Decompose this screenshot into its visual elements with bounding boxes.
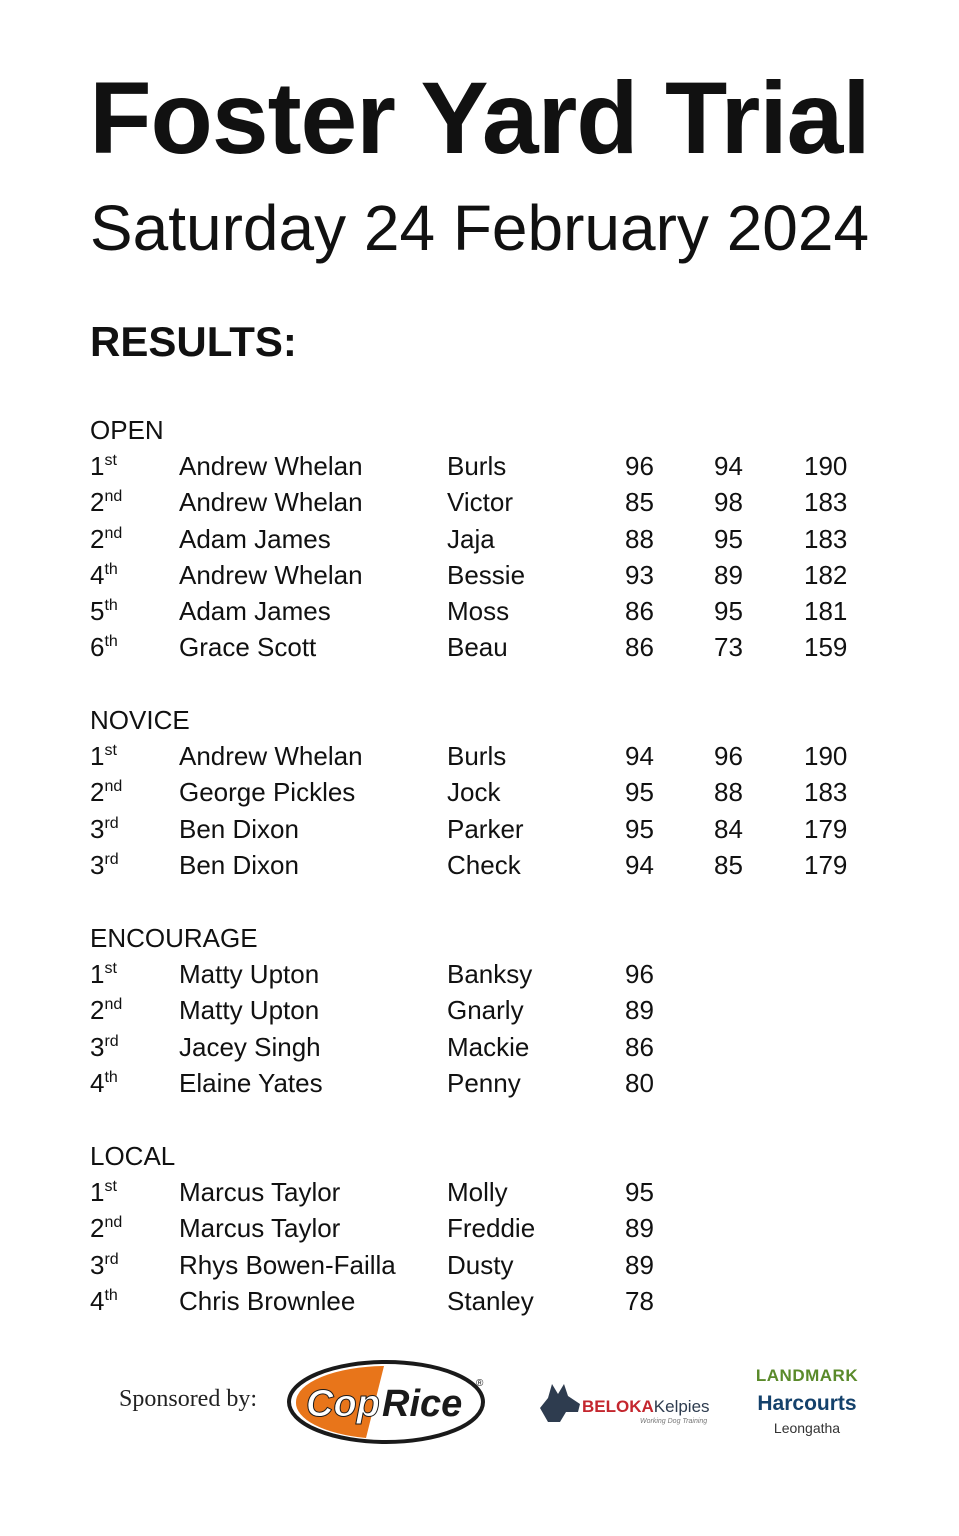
placing-suffix: th xyxy=(104,1286,118,1304)
total-score: 181 xyxy=(804,596,848,627)
handler-name: Chris Brownlee xyxy=(179,1285,356,1316)
placing xyxy=(90,738,117,774)
handler-name: Rhys Bowen-Failla xyxy=(179,1249,396,1280)
beloka-tagline: Working Dog Training xyxy=(640,1418,708,1425)
handler-name: Andrew Whelan xyxy=(179,559,363,590)
dog-name: Parker xyxy=(447,813,524,844)
dog-name: Dusty xyxy=(447,1249,514,1280)
placing-number: 4 xyxy=(90,1067,105,1098)
dog-name: Jaja xyxy=(447,523,495,554)
placing-number: 5 xyxy=(90,596,105,627)
round-1-score: 95 xyxy=(625,777,654,808)
placing-number: 3 xyxy=(90,849,105,880)
placing xyxy=(90,811,119,847)
handler-name: Adam James xyxy=(179,596,331,627)
result-row xyxy=(90,1029,890,1065)
beloka-kelpies-logo xyxy=(538,1380,718,1435)
coprice-logo xyxy=(286,1356,490,1451)
handler-name: Marcus Taylor xyxy=(179,1213,341,1244)
placing xyxy=(90,448,117,484)
total-score: 190 xyxy=(804,741,848,771)
handler-name: Andrew Whelan xyxy=(179,451,363,481)
results-section-encourage xyxy=(90,920,890,1101)
result-row xyxy=(90,992,890,1028)
sponsored-by-label: Sponsored by: xyxy=(119,1386,257,1412)
dog-name: Banksy xyxy=(447,959,533,989)
round-1-score: 96 xyxy=(625,959,654,989)
coprice-rice: Rice xyxy=(382,1383,463,1425)
placing-number: 3 xyxy=(90,1031,105,1062)
placing-suffix: nd xyxy=(104,996,123,1014)
result-row xyxy=(90,738,890,774)
placing-number: 4 xyxy=(90,1285,105,1316)
placing-suffix: rd xyxy=(104,814,119,832)
total-score: 179 xyxy=(804,849,848,880)
handler-name: Andrew Whelan xyxy=(179,487,363,518)
round-1-score: 89 xyxy=(625,995,654,1026)
placing-number: 3 xyxy=(90,813,105,844)
dog-name: Moss xyxy=(447,596,510,627)
total-score: 183 xyxy=(804,523,848,554)
result-row xyxy=(90,774,890,810)
result-row xyxy=(90,1283,890,1319)
handler-name: Marcus Taylor xyxy=(179,1177,341,1207)
round-1-score: 95 xyxy=(625,1177,654,1207)
placing xyxy=(90,992,122,1028)
round-2-score: 98 xyxy=(714,487,743,518)
result-row xyxy=(90,557,890,593)
handler-name: Matty Upton xyxy=(179,995,320,1026)
result-row xyxy=(90,1065,890,1101)
result-row xyxy=(90,1247,890,1283)
round-2-score: 95 xyxy=(714,596,743,627)
result-row xyxy=(90,1210,890,1246)
dog-name: Burls xyxy=(447,451,507,481)
result-row xyxy=(90,847,890,883)
handler-name: Matty Upton xyxy=(179,959,320,989)
placing-number: 1 xyxy=(90,451,105,481)
handler-name: Adam James xyxy=(179,523,331,554)
placing-suffix: th xyxy=(104,597,118,615)
placing-number: 2 xyxy=(90,1213,105,1244)
dog-head-icon xyxy=(540,1384,580,1422)
placing-suffix: nd xyxy=(104,524,123,542)
dog-name: Freddie xyxy=(447,1213,536,1244)
placing-suffix: rd xyxy=(104,850,119,868)
placing-number: 3 xyxy=(90,1249,105,1280)
placing-suffix: st xyxy=(104,1178,117,1195)
placing-number: 4 xyxy=(90,559,105,590)
round-2-score: 89 xyxy=(714,559,743,590)
round-1-score: 93 xyxy=(625,559,654,590)
dog-name: Bessie xyxy=(447,559,526,590)
placing-suffix: st xyxy=(104,742,117,759)
round-1-score: 80 xyxy=(625,1067,654,1098)
round-2-score: 88 xyxy=(714,777,743,808)
round-2-score: 73 xyxy=(714,632,743,663)
sponsors-footer xyxy=(0,1350,959,1460)
section-title: ENCOURAGE xyxy=(90,923,258,953)
total-score: 183 xyxy=(804,487,848,518)
placing-suffix: rd xyxy=(104,1032,119,1050)
round-2-score: 85 xyxy=(714,849,743,880)
dog-name: Stanley xyxy=(447,1285,534,1316)
round-1-score: 86 xyxy=(625,632,654,663)
placing xyxy=(90,557,118,593)
landmark-harcourts-logo xyxy=(752,1366,862,1436)
result-row xyxy=(90,448,890,484)
dog-name: Check xyxy=(447,849,521,880)
placing-suffix: rd xyxy=(104,1250,119,1268)
total-score: 182 xyxy=(804,559,848,590)
harcourts-location: Leongatha xyxy=(773,1420,841,1436)
placing-number: 2 xyxy=(90,995,105,1026)
placing-suffix: th xyxy=(104,633,118,651)
total-score: 159 xyxy=(804,632,848,663)
placing-suffix: nd xyxy=(104,1214,123,1232)
round-1-score: 85 xyxy=(625,487,654,518)
placing-number: 1 xyxy=(90,741,105,771)
section-title: LOCAL xyxy=(90,1141,176,1171)
results-section-local xyxy=(90,1138,890,1319)
placing xyxy=(90,956,117,992)
round-2-score: 95 xyxy=(714,523,743,554)
handler-name: Jacey Singh xyxy=(179,1031,321,1062)
dog-name: Penny xyxy=(447,1067,521,1098)
round-1-score: 89 xyxy=(625,1213,654,1244)
placing-number: 2 xyxy=(90,487,105,518)
dog-name: Burls xyxy=(447,741,507,771)
round-1-score: 94 xyxy=(625,741,654,771)
result-row xyxy=(90,593,890,629)
placing-suffix: nd xyxy=(104,778,123,796)
dog-name: Jock xyxy=(447,777,501,808)
placing xyxy=(90,847,119,883)
handler-name: Ben Dixon xyxy=(179,849,299,880)
dog-name: Mackie xyxy=(447,1031,530,1062)
placing-suffix: th xyxy=(104,560,118,578)
round-1-score: 96 xyxy=(625,451,654,481)
round-2-score: 96 xyxy=(714,741,743,771)
result-row xyxy=(90,1174,890,1210)
dog-name: Gnarly xyxy=(447,995,524,1026)
handler-name: Elaine Yates xyxy=(179,1067,323,1098)
round-1-score: 78 xyxy=(625,1285,654,1316)
placing xyxy=(90,774,122,810)
placing xyxy=(90,521,122,557)
placing xyxy=(90,1029,119,1065)
dog-name: Molly xyxy=(447,1177,508,1207)
placing-suffix: nd xyxy=(104,488,123,506)
round-1-score: 95 xyxy=(625,813,654,844)
placing-number: 6 xyxy=(90,632,105,663)
handler-name: Ben Dixon xyxy=(179,813,299,844)
placing-number: 1 xyxy=(90,959,105,989)
results-section-open xyxy=(90,412,890,666)
placing-number: 2 xyxy=(90,777,105,808)
total-score: 179 xyxy=(804,813,848,844)
placing-number: 2 xyxy=(90,523,105,554)
result-row xyxy=(90,629,890,665)
result-row xyxy=(90,484,890,520)
handler-name: Andrew Whelan xyxy=(179,741,363,771)
placing-suffix: st xyxy=(104,452,117,469)
results-heading: RESULTS: xyxy=(90,318,297,365)
round-1-score: 86 xyxy=(625,1031,654,1062)
dog-name: Victor xyxy=(447,487,513,518)
section-title: NOVICE xyxy=(90,705,190,735)
placing xyxy=(90,1247,119,1283)
handler-name: George Pickles xyxy=(179,777,356,808)
dog-name: Beau xyxy=(447,632,508,663)
placing xyxy=(90,484,122,520)
result-row xyxy=(90,956,890,992)
coprice-cop: Cop xyxy=(306,1383,380,1425)
placing xyxy=(90,593,118,629)
round-1-score: 94 xyxy=(625,849,654,880)
coprice-registered-mark: ® xyxy=(476,1378,484,1389)
section-title: OPEN xyxy=(90,415,164,445)
harcourts-wordmark: Harcourts xyxy=(757,1392,857,1415)
placing xyxy=(90,1174,117,1210)
round-1-score: 89 xyxy=(625,1249,654,1280)
result-row xyxy=(90,521,890,557)
placing xyxy=(90,1210,122,1246)
placing xyxy=(90,629,118,665)
page-title: Foster Yard Trial xyxy=(89,61,870,175)
result-row xyxy=(90,811,890,847)
placing-suffix: st xyxy=(104,960,117,977)
placing-number: 1 xyxy=(90,1177,105,1207)
round-1-score: 88 xyxy=(625,523,654,554)
round-1-score: 86 xyxy=(625,596,654,627)
handler-name: Grace Scott xyxy=(179,632,317,663)
beloka-name: BELOKAKelpies xyxy=(582,1397,710,1416)
landmark-wordmark: LANDMARK xyxy=(755,1366,859,1385)
total-score: 190 xyxy=(804,451,848,481)
results-section-novice xyxy=(90,702,890,883)
placing xyxy=(90,1283,118,1319)
placing xyxy=(90,1065,118,1101)
round-2-score: 84 xyxy=(714,813,743,844)
event-date: Saturday 24 February 2024 xyxy=(89,192,870,264)
total-score: 183 xyxy=(804,777,848,808)
round-2-score: 94 xyxy=(714,451,743,481)
placing-suffix: th xyxy=(104,1068,118,1086)
